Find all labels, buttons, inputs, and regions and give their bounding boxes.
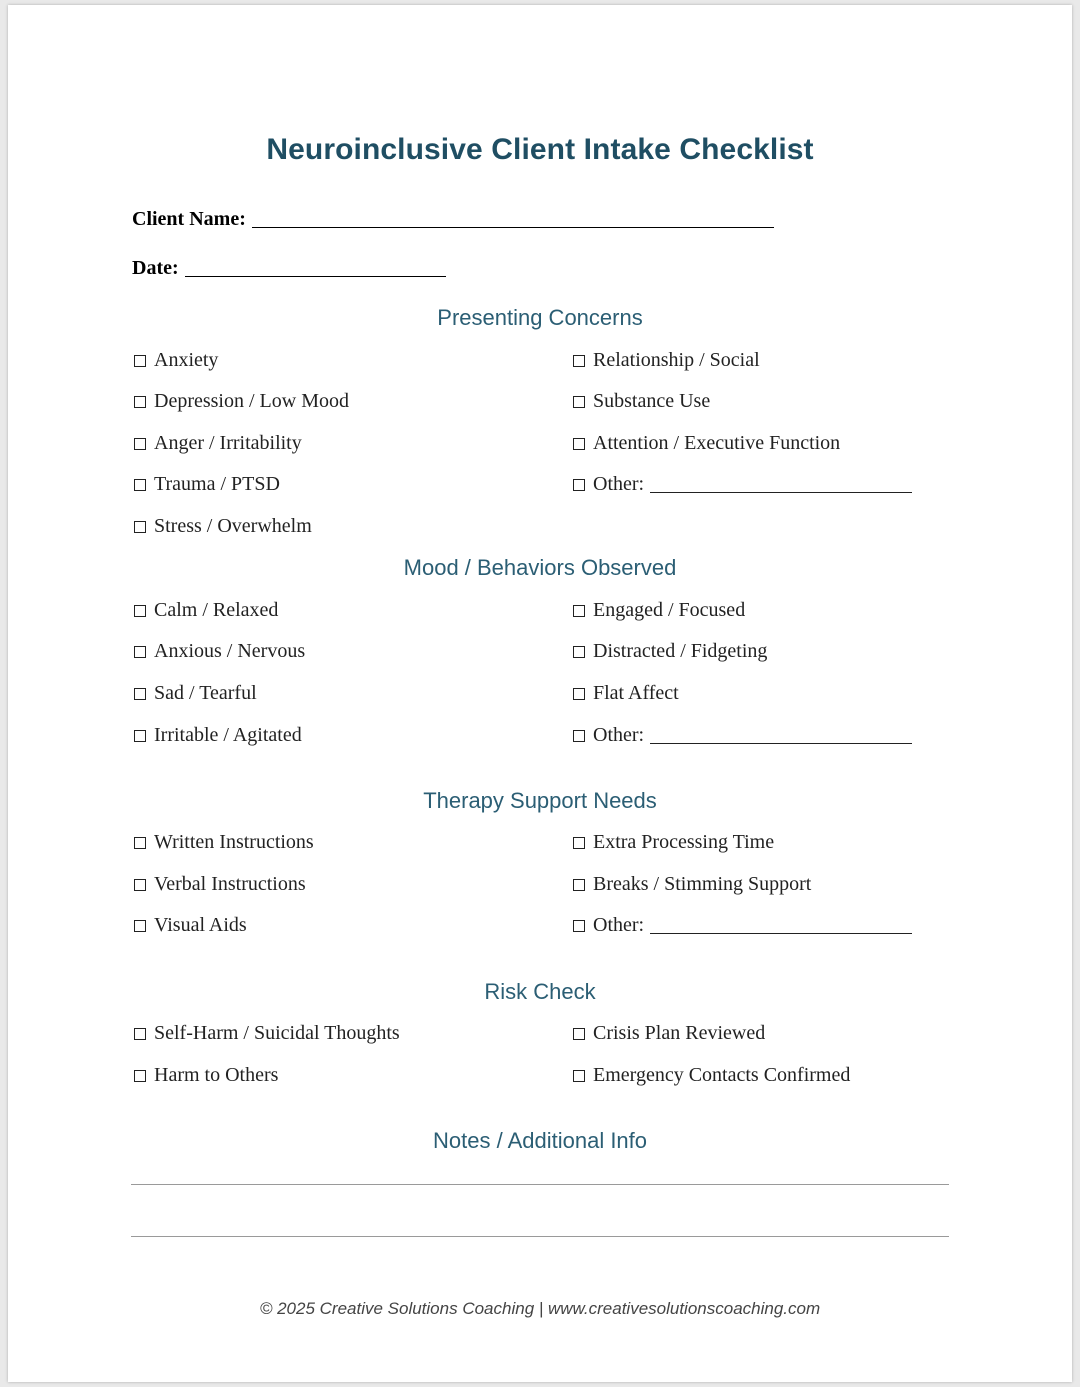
date-blank[interactable] [185, 258, 446, 277]
checkbox-label: Breaks / Stimming Support [593, 873, 812, 895]
checkbox-item[interactable] [134, 914, 247, 937]
checkbox-label: Flat Affect [593, 682, 679, 704]
other-blank[interactable] [650, 725, 912, 744]
checkbox-label: Trauma / PTSD [154, 473, 280, 495]
checkbox-label: Anger / Irritability [154, 432, 302, 454]
checkbox-label: Engaged / Focused [593, 599, 746, 621]
section-title-presenting-concerns: Presenting Concerns [437, 305, 643, 330]
checkbox-item[interactable] [573, 682, 679, 705]
checkbox-label: Substance Use [593, 390, 711, 412]
checkbox-icon[interactable] [573, 688, 585, 700]
checkbox-icon[interactable] [134, 646, 146, 658]
checkbox-icon[interactable] [134, 1070, 146, 1082]
checkbox-item[interactable] [134, 831, 314, 854]
checkbox-icon[interactable] [134, 920, 146, 932]
checkbox-item-other[interactable] [573, 914, 912, 937]
checkbox-label: Anxiety [154, 349, 219, 371]
checkbox-icon[interactable] [134, 879, 146, 891]
checkbox-label: Stress / Overwhelm [154, 515, 312, 537]
checkbox-item[interactable] [134, 390, 349, 413]
checkbox-label: Distracted / Fidgeting [593, 640, 768, 662]
checkbox-label: Verbal Instructions [154, 873, 306, 895]
checkbox-label: Harm to Others [154, 1064, 279, 1086]
checkbox-label: Depression / Low Mood [154, 390, 349, 412]
checkbox-icon[interactable] [573, 920, 585, 932]
checkbox-label: Other: [593, 914, 645, 936]
checkbox-item[interactable] [134, 640, 305, 663]
checkbox-label: Anxious / Nervous [154, 640, 306, 662]
checkbox-item[interactable] [134, 349, 218, 372]
checkbox-icon[interactable] [134, 730, 146, 742]
checkbox-icon[interactable] [573, 355, 585, 367]
checkbox-icon[interactable] [573, 837, 585, 849]
client-name-label: Client Name: [132, 208, 246, 230]
notes-line[interactable] [131, 1184, 949, 1185]
other-blank[interactable] [650, 474, 912, 493]
checkbox-item[interactable] [134, 473, 280, 496]
checkbox-item[interactable] [573, 432, 840, 455]
page-title: Neuroinclusive Client Intake Checklist [266, 133, 814, 166]
checkbox-label: Calm / Relaxed [154, 599, 279, 621]
checkbox-item[interactable] [573, 390, 710, 413]
checkbox-item-other[interactable] [573, 473, 912, 496]
checkbox-item[interactable] [134, 724, 302, 747]
checkbox-label: Sad / Tearful [154, 682, 257, 704]
section-title-mood-behaviors: Mood / Behaviors Observed [403, 555, 677, 580]
notes-line[interactable] [131, 1236, 949, 1237]
checkbox-label: Crisis Plan Reviewed [593, 1022, 766, 1044]
checkbox-icon[interactable] [573, 1070, 585, 1082]
checkbox-item[interactable] [134, 682, 257, 705]
checkbox-item[interactable] [573, 1022, 765, 1045]
checkbox-icon[interactable] [573, 396, 585, 408]
checkbox-icon[interactable] [134, 438, 146, 450]
checkbox-icon[interactable] [134, 688, 146, 700]
section-title-risk-check: Risk Check [484, 979, 596, 1004]
checkbox-item[interactable] [573, 831, 774, 854]
checkbox-icon[interactable] [573, 479, 585, 491]
checkbox-item[interactable] [134, 873, 306, 896]
checkbox-icon[interactable] [134, 605, 146, 617]
date-field [132, 257, 446, 280]
checkbox-icon[interactable] [134, 521, 146, 533]
section-title-notes: Notes / Additional Info [432, 1128, 648, 1153]
footer-copyright: © 2025 Creative Solutions Coaching | www.creativesolutionscoaching.com [259, 1299, 821, 1318]
checkbox-label: Other: [593, 724, 645, 746]
checkbox-item-other[interactable] [573, 724, 912, 747]
checkbox-icon[interactable] [134, 837, 146, 849]
client-name-blank[interactable] [252, 209, 774, 228]
checkbox-label: Relationship / Social [593, 349, 760, 371]
checkbox-label: Written Instructions [154, 831, 314, 853]
checkbox-item[interactable] [573, 349, 760, 372]
client-name-field [132, 208, 774, 231]
checkbox-icon[interactable] [573, 1028, 585, 1040]
checkbox-label: Irritable / Agitated [154, 724, 302, 746]
document-page [8, 5, 1072, 1382]
checkbox-icon[interactable] [134, 479, 146, 491]
checkbox-item[interactable] [134, 1064, 278, 1087]
checkbox-icon[interactable] [134, 1028, 146, 1040]
date-label: Date: [132, 257, 179, 279]
checkbox-item[interactable] [573, 1064, 850, 1087]
checkbox-item[interactable] [134, 515, 312, 538]
checkbox-label: Attention / Executive Function [593, 432, 841, 454]
other-blank[interactable] [650, 915, 912, 934]
checkbox-icon[interactable] [573, 730, 585, 742]
checkbox-label: Self-Harm / Suicidal Thoughts [154, 1022, 400, 1044]
checkbox-label: Other: [593, 473, 645, 495]
checkbox-item[interactable] [134, 1022, 400, 1045]
checkbox-item[interactable] [134, 599, 278, 622]
checkbox-label: Extra Processing Time [593, 831, 775, 853]
checkbox-icon[interactable] [573, 646, 585, 658]
checkbox-icon[interactable] [134, 396, 146, 408]
checkbox-icon[interactable] [573, 605, 585, 617]
checkbox-icon[interactable] [134, 355, 146, 367]
checkbox-icon[interactable] [573, 438, 585, 450]
checkbox-label: Visual Aids [154, 914, 247, 936]
checkbox-item[interactable] [134, 432, 302, 455]
section-title-therapy-support: Therapy Support Needs [423, 788, 657, 813]
checkbox-label: Emergency Contacts Confirmed [593, 1064, 851, 1086]
checkbox-item[interactable] [573, 599, 745, 622]
checkbox-item[interactable] [573, 640, 767, 663]
checkbox-icon[interactable] [573, 879, 585, 891]
checkbox-item[interactable] [573, 873, 811, 896]
